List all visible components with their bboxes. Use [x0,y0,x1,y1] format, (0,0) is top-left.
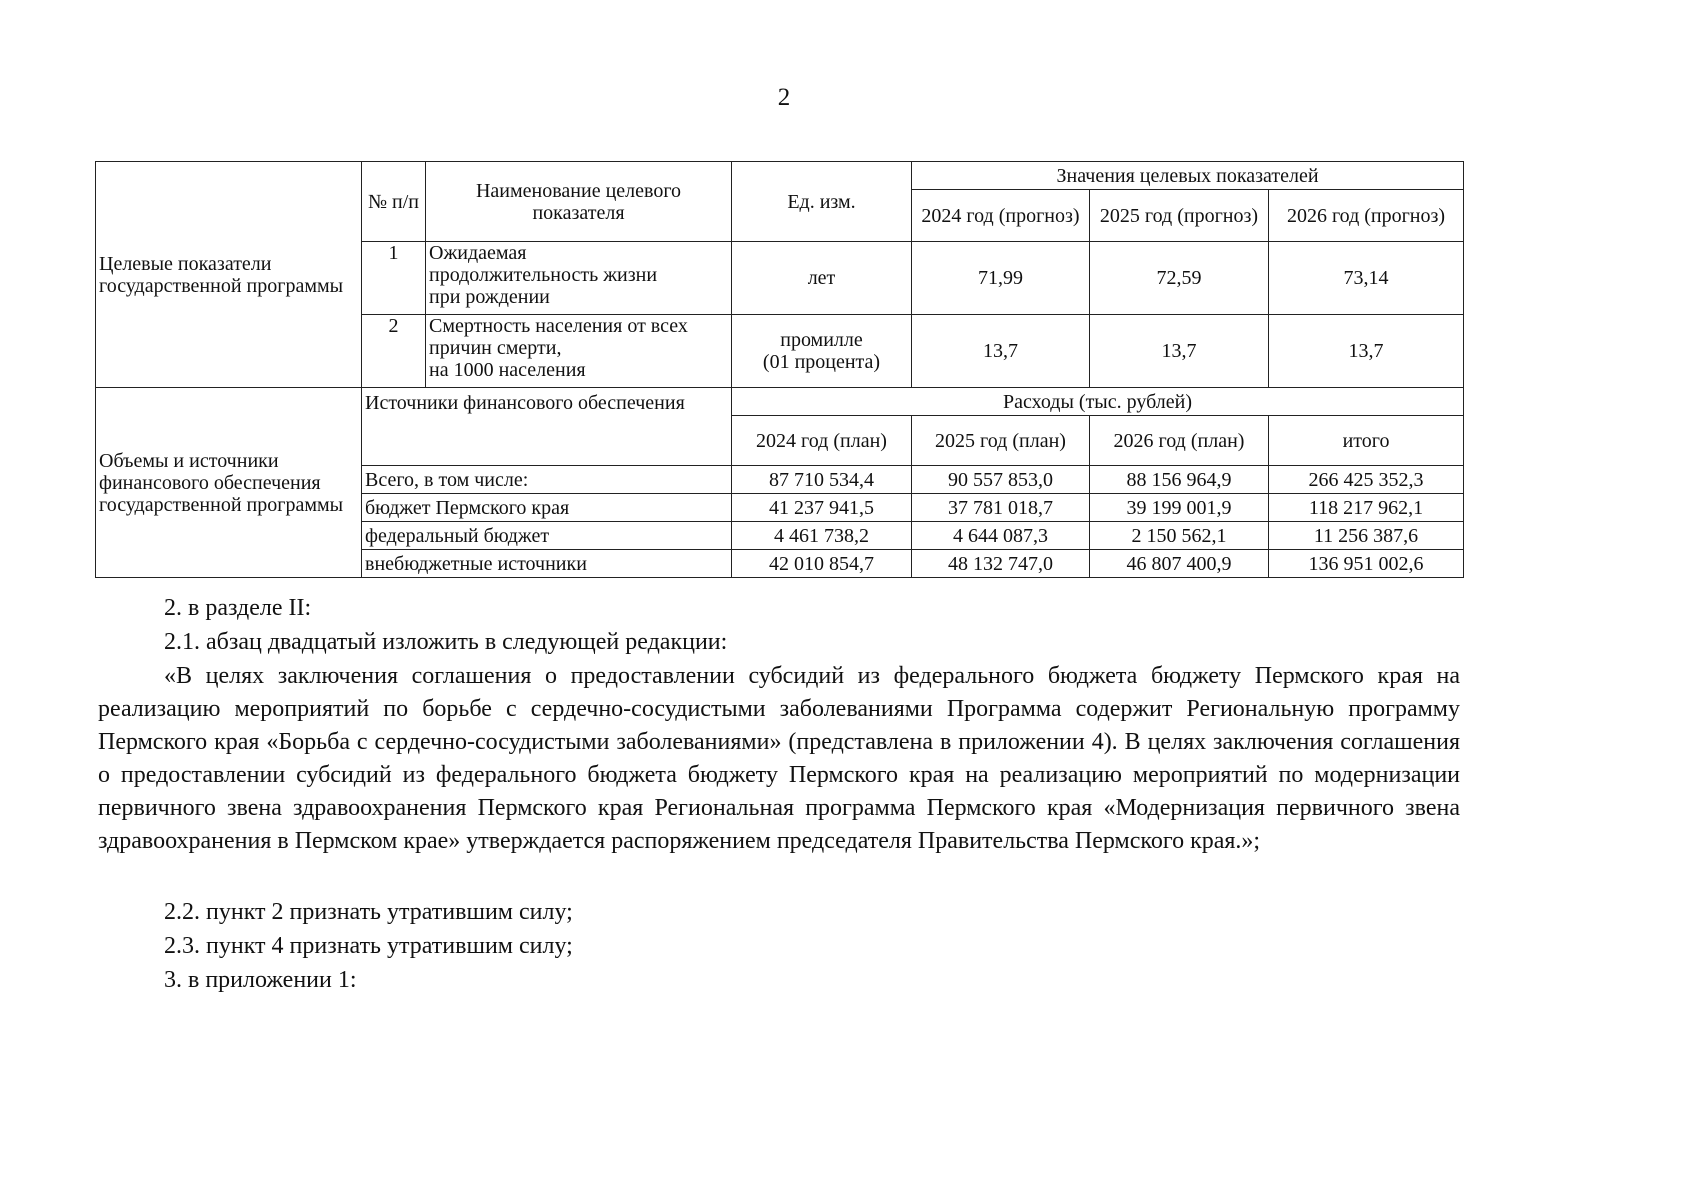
row-num: 1 [362,242,426,315]
source-label: Всего, в том числе: [362,466,732,494]
amount-2026: 39 199 001,9 [1090,494,1269,522]
header-indicator-name: Наименование целевого показателя [426,162,732,242]
row-num: 2 [362,315,426,388]
total-header: итого [1269,416,1464,466]
amount-2024: 4 461 738,2 [732,522,912,550]
header-unit: Ед. изм. [732,162,912,242]
header-year-2025: 2025 год (прогноз) [1090,190,1269,242]
header-year-2026: 2026 год (прогноз) [1269,190,1464,242]
indicator-unit: лет [732,242,912,315]
source-label: федеральный бюджет [362,522,732,550]
amount-2025: 48 132 747,0 [912,550,1090,578]
amount-total: 11 256 387,6 [1269,522,1464,550]
paragraph-2-1: 2.1. абзац двадцатый изложить в следующей редакции: [164,629,728,655]
source-label: бюджет Пермского края [362,494,732,522]
paragraph-2-3: 2.3. пункт 4 признать утратившим силу; [164,933,573,959]
value-2026: 73,14 [1269,242,1464,315]
amount-2026: 88 156 964,9 [1090,466,1269,494]
value-2026: 13,7 [1269,315,1464,388]
amount-2024: 42 010 854,7 [732,550,912,578]
amount-2025: 4 644 087,3 [912,522,1090,550]
value-2024: 71,99 [912,242,1090,315]
value-2024: 13,7 [912,315,1090,388]
expenses-group-header: Расходы (тыс. рублей) [732,388,1464,416]
amount-total: 136 951 002,6 [1269,550,1464,578]
paragraph-2-2: 2.2. пункт 2 признать утратившим силу; [164,899,573,925]
plan-year-2026: 2026 год (план) [1090,416,1269,466]
program-passport-table [95,161,1464,578]
amount-2025: 37 781 018,7 [912,494,1090,522]
paragraph-section-3: 3. в приложении 1: [164,967,357,993]
value-2025: 72,59 [1090,242,1269,315]
amount-total: 118 217 962,1 [1269,494,1464,522]
indicator-name: Смертность населения от всех причин смерти, на 1000 населения [426,315,732,388]
value-2025: 13,7 [1090,315,1269,388]
paragraph-quote: «В целях заключения соглашения о предоставлении субсидий из федерального бюджета бюджету Пермского края на реализацию мероприятий по борьбе с сердечно-сосудистыми заболеваниями Программа содержит Региональную программу Пермского края «Борьба с сердечно-сосудистыми заболеваниями» (представлена в приложении 4). В целях заключения соглашения о предоставлении субсидий из федерального бюджета бюджету Пермского края на реализацию мероприятий по модернизации первичного звена здравоохранения Пермского края Региональная программа Пермского края «Модернизация первичного звена здравоохранения в Пермском крае» утверждается распоряжением председателя Правительства Пермского края.»; [98,663,1460,854]
indicator-name: Ожидаемая продолжительность жизни при рождении [426,242,732,315]
paragraph-section-2: 2. в разделе II: [164,595,312,621]
page-number: 2 [777,84,791,111]
indicator-unit: промилле (01 процента) [732,315,912,388]
amount-2025: 90 557 853,0 [912,466,1090,494]
amount-2026: 46 807 400,9 [1090,550,1269,578]
targets-section-label: Целевые показатели государственной программы [96,162,362,388]
amount-2024: 87 710 534,4 [732,466,912,494]
source-label: внебюджетные источники [362,550,732,578]
header-num: № п/п [362,162,426,242]
amount-total: 266 425 352,3 [1269,466,1464,494]
amount-2026: 2 150 562,1 [1090,522,1269,550]
sources-header: Источники финансового обеспечения [362,388,732,466]
finance-section-label: Объемы и источники финансового обеспечения государственной программы [96,388,362,578]
plan-year-2024: 2024 год (план) [732,416,912,466]
header-values-group: Значения целевых показателей [912,162,1464,190]
amount-2024: 41 237 941,5 [732,494,912,522]
plan-year-2025: 2025 год (план) [912,416,1090,466]
header-year-2024: 2024 год (прогноз) [912,190,1090,242]
